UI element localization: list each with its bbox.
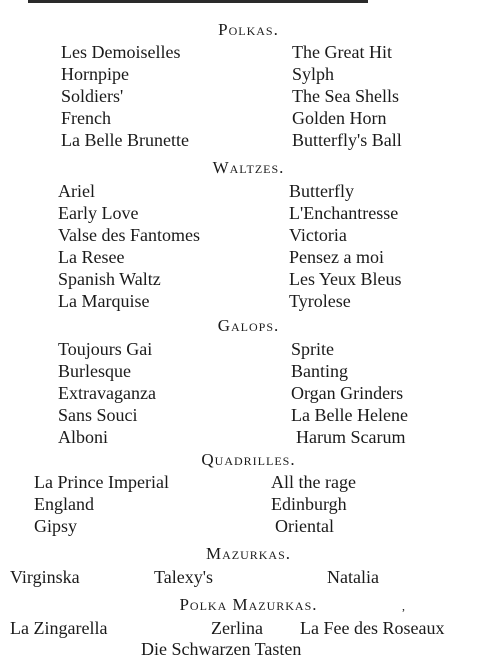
quadrille-right-1: All the rage [271,472,356,492]
heading-polkas: Polkas. [218,20,279,39]
mazurka-1: Virginska [10,567,80,587]
polka-left-2: Hornpipe [61,64,129,84]
galop-left-5: Alboni [58,427,109,447]
polka-right-5: Butterfly's Ball [292,130,402,150]
galop-right-2: Banting [291,361,348,381]
waltz-right-6: Tyrolese [289,291,351,311]
galop-left-2: Burlesque [58,361,131,381]
polka-right-2: Sylph [292,64,335,84]
galop-right-5: Harum Scarum [296,427,406,447]
waltz-left-5: Spanish Waltz [58,269,161,289]
polka-left-5: La Belle Brunette [61,130,189,150]
heading-mazurkas: Mazurkas. [205,544,292,563]
quadrille-right-3: Oriental [275,516,334,536]
galop-right-3: Organ Grinders [291,383,404,403]
galop-left-4: Sans Souci [58,405,138,425]
heading-waltzes: Waltzes. [212,158,285,177]
waltz-right-4: Pensez a moi [289,247,384,267]
quadrille-right-2: Edinburgh [271,494,347,514]
polka-mazurka-3: La Fee des Roseaux [300,618,445,638]
polka-left-1: Les Demoiselles [61,42,181,62]
polka-left-4: French [61,108,111,128]
mazurka-2: Talexy's [154,567,213,587]
waltz-right-2: L'Enchantresse [289,203,399,223]
heading-polka-mazurkas: Polka Mazurkas. [179,595,318,614]
top-rule [28,0,368,3]
stray-ink-mark: , [402,599,405,613]
mazurka-3: Natalia [327,567,379,587]
waltz-left-4: La Resee [58,247,125,267]
waltz-right-3: Victoria [289,225,347,245]
waltz-left-6: La Marquise [58,291,150,311]
quadrille-left-1: La Prince Imperial [34,472,169,492]
polka-right-3: The Sea Shells [292,86,399,106]
galop-left-1: Toujours Gai [58,339,153,359]
quadrille-left-3: Gipsy [34,516,78,536]
waltz-left-1: Ariel [58,181,95,201]
waltz-left-2: Early Love [58,203,139,223]
galop-left-3: Extravaganza [58,383,156,403]
heading-quadrilles: Quadrilles. [201,450,296,469]
waltz-right-1: Butterfly [289,181,354,201]
galop-right-4: La Belle Helene [291,405,408,425]
polka-right-4: Golden Horn [292,108,387,128]
galop-right-1: Sprite [291,339,334,359]
polka-mazurka-2: Zerlina [211,618,263,638]
polka-right-1: The Great Hit [292,42,392,62]
polka-left-3: Soldiers' [61,86,124,106]
quadrille-left-2: England [34,494,94,514]
polka-mazurka-1: La Zingarella [10,618,108,638]
polka-mazurka-4: Die Schwarzen Tasten [141,639,302,659]
waltz-left-3: Valse des Fantomes [58,225,200,245]
heading-galops: Galops. [217,316,280,335]
waltz-right-5: Les Yeux Bleus [289,269,402,289]
